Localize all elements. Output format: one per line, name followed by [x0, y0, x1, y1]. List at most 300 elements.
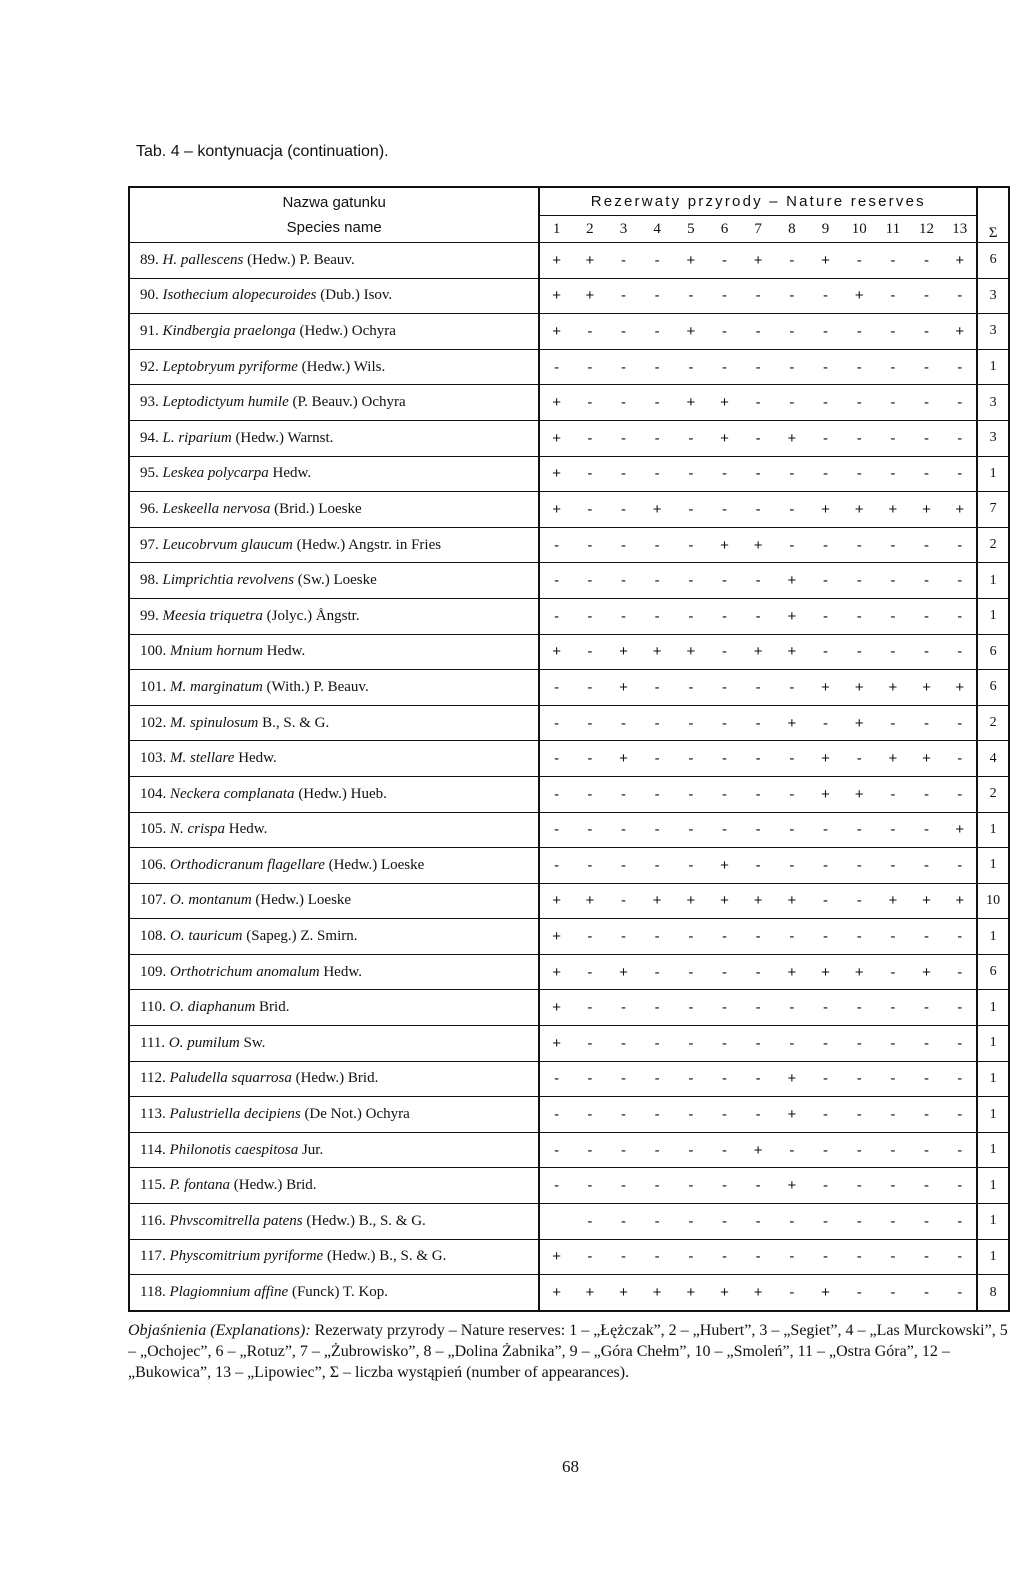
occurrence-cell: - — [573, 456, 607, 492]
species-number: 111. — [140, 1034, 166, 1051]
occurrence-cell: - — [775, 670, 809, 706]
occurrence-cell: - — [775, 1132, 809, 1168]
occurrence-cell: - — [539, 1132, 573, 1168]
species-latin-name: Kindbergia praelonga — [162, 322, 296, 339]
sum-cell: 3 — [977, 420, 1009, 456]
occurrence-cell: - — [775, 848, 809, 884]
species-latin-name: M. stellare — [170, 750, 235, 767]
table-row — [129, 420, 1009, 456]
species-latin-name: O. montanum — [170, 892, 252, 909]
occurrence-cell: - — [640, 1061, 674, 1097]
species-number: 118. — [140, 1284, 166, 1301]
occurrence-cell: + — [910, 492, 944, 528]
occurrence-cell: - — [708, 776, 742, 812]
occurrence-cell: - — [708, 1204, 742, 1240]
species-cell — [129, 705, 539, 741]
occurrence-cell: - — [708, 954, 742, 990]
occurrence-cell: - — [809, 456, 843, 492]
occurrence-cell: - — [573, 776, 607, 812]
occurrence-cell: - — [741, 670, 775, 706]
occurrence-cell: - — [809, 883, 843, 919]
species-latin-name: L. riparium — [162, 429, 232, 446]
occurrence-cell: + — [741, 1132, 775, 1168]
occurrence-cell: - — [842, 1275, 876, 1311]
species-cell — [129, 278, 539, 314]
sum-cell: 2 — [977, 705, 1009, 741]
occurrence-cell: - — [842, 1132, 876, 1168]
sum-cell: 1 — [977, 456, 1009, 492]
occurrence-cell: - — [876, 314, 910, 350]
species-cell — [129, 1132, 539, 1168]
occurrence-cell: - — [708, 1132, 742, 1168]
species-number: 92. — [140, 358, 159, 375]
occurrence-cell: - — [943, 598, 977, 634]
sum-cell: 3 — [977, 314, 1009, 350]
species-cell — [129, 420, 539, 456]
occurrence-cell: - — [573, 563, 607, 599]
occurrence-cell: - — [640, 1239, 674, 1275]
sum-cell: 1 — [977, 1061, 1009, 1097]
species-author: (Brid.) Loeske — [274, 500, 362, 517]
occurrence-cell: - — [539, 1097, 573, 1133]
occurrence-cell: - — [876, 278, 910, 314]
occurrence-cell: - — [640, 919, 674, 955]
occurrence-cell: - — [809, 1168, 843, 1204]
occurrence-cell: - — [573, 1239, 607, 1275]
sum-cell: 1 — [977, 1204, 1009, 1240]
occurrence-cell: + — [674, 385, 708, 421]
species-latin-name: O. tauricum — [170, 928, 243, 945]
occurrence-cell: - — [809, 527, 843, 563]
occurrence-cell: - — [539, 1061, 573, 1097]
species-number: 96. — [140, 500, 159, 517]
occurrence-cell: - — [943, 420, 977, 456]
occurrence-cell: + — [775, 883, 809, 919]
occurrence-cell: - — [607, 563, 641, 599]
table-row — [129, 1204, 1009, 1240]
occurrence-cell: - — [674, 1132, 708, 1168]
sum-cell: 3 — [977, 278, 1009, 314]
sum-cell: 1 — [977, 1097, 1009, 1133]
occurrence-cell: + — [842, 492, 876, 528]
occurrence-cell: + — [674, 1275, 708, 1311]
occurrence-cell: - — [607, 883, 641, 919]
occurrence-cell: - — [640, 563, 674, 599]
species-cell — [129, 243, 539, 279]
species-cell — [129, 314, 539, 350]
occurrence-cell: - — [741, 314, 775, 350]
occurrence-cell: - — [741, 990, 775, 1026]
occurrence-cell: - — [640, 420, 674, 456]
occurrence-cell: + — [809, 492, 843, 528]
species-cell — [129, 990, 539, 1026]
occurrence-cell: - — [876, 1204, 910, 1240]
species-latin-name: Leptobryum pyriforme — [162, 358, 298, 375]
occurrence-cell: - — [674, 598, 708, 634]
occurrence-cell: - — [842, 563, 876, 599]
species-number: 104. — [140, 785, 167, 802]
occurrence-cell: + — [708, 883, 742, 919]
occurrence-cell: - — [573, 492, 607, 528]
occurrence-cell: + — [876, 741, 910, 777]
species-cell — [129, 954, 539, 990]
occurrence-cell: + — [842, 278, 876, 314]
occurrence-cell: - — [876, 1097, 910, 1133]
occurrence-cell: - — [943, 456, 977, 492]
species-cell — [129, 527, 539, 563]
occurrence-cell: - — [910, 1168, 944, 1204]
table-row — [129, 1097, 1009, 1133]
occurrence-cell: - — [674, 456, 708, 492]
occurrence-cell: - — [607, 243, 641, 279]
table-row — [129, 598, 1009, 634]
sum-cell: 1 — [977, 1132, 1009, 1168]
occurrence-cell: + — [539, 492, 573, 528]
occurrence-cell: - — [910, 1061, 944, 1097]
species-cell — [129, 848, 539, 884]
occurrence-cell: + — [573, 1275, 607, 1311]
species-cell — [129, 349, 539, 385]
occurrence-cell: - — [607, 848, 641, 884]
species-cell — [129, 1061, 539, 1097]
table-row — [129, 1168, 1009, 1204]
species-author: Hedw. — [238, 750, 277, 767]
table-row — [129, 1239, 1009, 1275]
occurrence-cell: - — [876, 1132, 910, 1168]
occurrence-cell: + — [708, 848, 742, 884]
occurrence-cell: - — [876, 1061, 910, 1097]
occurrence-cell: - — [573, 314, 607, 350]
occurrence-cell: + — [539, 1275, 573, 1311]
occurrence-cell: + — [809, 776, 843, 812]
species-author: (De Not.) Ochyra — [304, 1106, 410, 1123]
occurrence-cell: - — [842, 314, 876, 350]
occurrence-cell: - — [910, 812, 944, 848]
occurrence-cell: - — [741, 1026, 775, 1062]
species-latin-name: Orthotrichum anomalum — [170, 963, 320, 980]
occurrence-cell: - — [573, 385, 607, 421]
occurrence-cell: + — [775, 1168, 809, 1204]
occurrence-cell: + — [910, 883, 944, 919]
occurrence-cell: - — [674, 1204, 708, 1240]
occurrence-cell: + — [809, 954, 843, 990]
occurrence-cell: - — [607, 1026, 641, 1062]
species-cell — [129, 634, 539, 670]
table-row — [129, 1132, 1009, 1168]
species-number: 101. — [140, 678, 167, 695]
occurrence-cell: - — [775, 1239, 809, 1275]
table-caption: Tab. 4 – kontynuacja (continuation). — [136, 143, 389, 160]
sum-cell: 3 — [977, 385, 1009, 421]
table-row — [129, 883, 1009, 919]
species-cell — [129, 1168, 539, 1204]
occurrence-cell: - — [876, 1168, 910, 1204]
occurrence-cell: - — [775, 741, 809, 777]
occurrence-cell: - — [842, 420, 876, 456]
occurrence-cell: - — [640, 670, 674, 706]
occurrence-cell: - — [910, 705, 944, 741]
occurrence-cell: - — [775, 812, 809, 848]
occurrence-cell: - — [539, 527, 573, 563]
occurrence-cell: - — [539, 670, 573, 706]
reserve-number-header: 8 — [775, 216, 809, 243]
occurrence-cell: - — [607, 314, 641, 350]
occurrence-cell: - — [539, 349, 573, 385]
occurrence-cell: - — [741, 492, 775, 528]
species-author: (Hedw.) P. Beauv. — [247, 251, 355, 268]
species-author: (Hedw.) Wils. — [301, 358, 386, 375]
species-latin-name: Phvscomitrella patens — [169, 1212, 303, 1229]
species-number: 93. — [140, 394, 159, 411]
sum-cell: 2 — [977, 527, 1009, 563]
occurrence-cell: + — [640, 492, 674, 528]
occurrence-cell: - — [876, 598, 910, 634]
occurrence-cell: + — [842, 776, 876, 812]
occurrence-cell: - — [809, 1026, 843, 1062]
occurrence-cell: - — [741, 1061, 775, 1097]
sum-cell: 6 — [977, 670, 1009, 706]
occurrence-cell: - — [943, 563, 977, 599]
occurrence-cell: - — [842, 990, 876, 1026]
occurrence-cell: - — [842, 919, 876, 955]
page-number: 68 — [562, 1457, 579, 1476]
species-number: 114. — [140, 1141, 166, 1158]
species-number: 106. — [140, 856, 167, 873]
reserve-number-header: 13 — [943, 216, 977, 243]
occurrence-cell: - — [943, 776, 977, 812]
occurrence-cell: + — [539, 456, 573, 492]
occurrence-cell: - — [775, 385, 809, 421]
table-row — [129, 314, 1009, 350]
occurrence-cell: + — [876, 492, 910, 528]
occurrence-cell: - — [674, 670, 708, 706]
reserves-header: Rezerwaty przyrody – Nature reserves — [539, 187, 977, 216]
reserve-number-header: 1 — [539, 216, 573, 243]
occurrence-cell: - — [539, 705, 573, 741]
occurrence-cell: + — [539, 919, 573, 955]
occurrence-cell: - — [842, 456, 876, 492]
occurrence-cell: - — [775, 990, 809, 1026]
occurrence-cell: + — [607, 741, 641, 777]
occurrence-cell: + — [573, 883, 607, 919]
occurrence-cell: - — [910, 1097, 944, 1133]
occurrence-cell: - — [607, 278, 641, 314]
occurrence-cell: - — [910, 1204, 944, 1240]
table-row — [129, 634, 1009, 670]
species-latin-name: M. spinulosum — [170, 714, 259, 731]
occurrence-cell: + — [674, 314, 708, 350]
occurrence-cell: - — [674, 741, 708, 777]
sum-cell: 1 — [977, 919, 1009, 955]
occurrence-cell: - — [842, 1239, 876, 1275]
occurrence-cell: - — [674, 278, 708, 314]
occurrence-cell: - — [775, 243, 809, 279]
species-latin-name: H. pallescens — [162, 251, 244, 268]
occurrence-cell: - — [842, 349, 876, 385]
occurrence-cell: - — [640, 527, 674, 563]
occurrence-cell: - — [910, 456, 944, 492]
occurrence-cell: + — [741, 634, 775, 670]
occurrence-cell: + — [910, 954, 944, 990]
occurrence-cell: + — [539, 1239, 573, 1275]
table-row — [129, 741, 1009, 777]
occurrence-cell: - — [943, 741, 977, 777]
species-latin-name: Isothecium alopecuroides — [162, 287, 317, 304]
table-row — [129, 492, 1009, 528]
occurrence-cell: + — [775, 954, 809, 990]
occurrence-cell: + — [539, 278, 573, 314]
occurrence-cell: - — [573, 598, 607, 634]
occurrence-cell: - — [910, 634, 944, 670]
table-row — [129, 776, 1009, 812]
occurrence-cell: - — [910, 1026, 944, 1062]
occurrence-cell: - — [943, 385, 977, 421]
table-row — [129, 954, 1009, 990]
occurrence-cell: - — [775, 492, 809, 528]
occurrence-cell: + — [607, 954, 641, 990]
occurrence-cell: - — [910, 1275, 944, 1311]
occurrence-cell: - — [842, 848, 876, 884]
species-cell — [129, 456, 539, 492]
occurrence-cell: - — [943, 1026, 977, 1062]
occurrence-cell: + — [741, 527, 775, 563]
species-latin-name: O. diaphanum — [169, 999, 256, 1016]
occurrence-cell: + — [539, 1026, 573, 1062]
occurrence-cell: + — [708, 1275, 742, 1311]
species-cell — [129, 1026, 539, 1062]
sum-cell: 1 — [977, 848, 1009, 884]
occurrence-cell: - — [708, 278, 742, 314]
species-number: 105. — [140, 821, 167, 838]
sum-cell: 1 — [977, 349, 1009, 385]
species-author: (Hedw.) Warnst. — [235, 429, 334, 446]
occurrence-cell: - — [573, 954, 607, 990]
occurrence-cell: + — [708, 527, 742, 563]
occurrence-cell: - — [640, 278, 674, 314]
table-row — [129, 1026, 1009, 1062]
species-number: 97. — [140, 536, 159, 553]
occurrence-cell: - — [876, 634, 910, 670]
occurrence-cell: - — [741, 456, 775, 492]
species-author: Brid. — [259, 999, 290, 1016]
occurrence-cell: - — [876, 385, 910, 421]
occurrence-cell: - — [640, 1026, 674, 1062]
species-name-header — [129, 187, 539, 243]
species-cell — [129, 883, 539, 919]
occurrence-cell: + — [943, 812, 977, 848]
occurrence-cell: + — [674, 883, 708, 919]
occurrence-cell: - — [775, 278, 809, 314]
species-latin-name: O. pumilum — [168, 1034, 240, 1051]
occurrence-cell: - — [607, 990, 641, 1026]
occurrence-cell: - — [607, 1132, 641, 1168]
occurrence-cell: - — [775, 1275, 809, 1311]
occurrence-cell: - — [640, 349, 674, 385]
sum-cell: 1 — [977, 563, 1009, 599]
occurrence-cell: - — [876, 420, 910, 456]
occurrence-cell: - — [607, 919, 641, 955]
occurrence-cell: - — [539, 563, 573, 599]
occurrence-cell: - — [607, 705, 641, 741]
occurrence-cell: - — [573, 1097, 607, 1133]
explanations-label: Objaśnienia (Explanations): — [128, 1322, 311, 1339]
table-row — [129, 705, 1009, 741]
occurrence-cell: - — [910, 598, 944, 634]
occurrence-cell: - — [607, 1168, 641, 1204]
occurrence-cell: + — [943, 670, 977, 706]
species-latin-name: Mnium hornum — [170, 643, 263, 660]
species-author: (Funck) T. Kop. — [291, 1284, 389, 1301]
occurrence-cell: + — [943, 883, 977, 919]
species-number: 89. — [140, 251, 159, 268]
occurrence-cell: - — [741, 812, 775, 848]
occurrence-cell: - — [708, 812, 742, 848]
occurrence-cell: - — [640, 243, 674, 279]
occurrence-cell: + — [741, 883, 775, 919]
table-row — [129, 812, 1009, 848]
occurrence-cell: - — [910, 1239, 944, 1275]
species-author: B., S. & G. — [262, 714, 330, 731]
occurrence-cell: - — [775, 349, 809, 385]
occurrence-cell: + — [708, 385, 742, 421]
occurrence-cell: - — [741, 954, 775, 990]
species-author: (Sapeg.) Z. Smirn. — [246, 928, 358, 945]
occurrence-cell: - — [708, 563, 742, 599]
species-latin-name: Meesia triquetra — [162, 607, 263, 624]
reserve-number-header: 9 — [809, 216, 843, 243]
occurrence-cell: - — [674, 563, 708, 599]
occurrence-cell: - — [573, 919, 607, 955]
reserve-number-header: 3 — [607, 216, 641, 243]
species-author: (Hedw.) Brid. — [295, 1070, 379, 1087]
occurrence-cell: - — [876, 563, 910, 599]
occurrence-cell: - — [943, 1061, 977, 1097]
occurrence-cell: - — [741, 776, 775, 812]
occurrence-cell: - — [876, 456, 910, 492]
species-number: 116. — [140, 1212, 166, 1229]
occurrence-cell: - — [640, 598, 674, 634]
occurrence-cell: - — [943, 278, 977, 314]
occurrence-cell: + — [539, 314, 573, 350]
occurrence-cell: + — [708, 420, 742, 456]
species-cell — [129, 1204, 539, 1240]
occurrence-cell — [539, 1204, 573, 1240]
occurrence-cell: + — [674, 634, 708, 670]
occurrence-cell: + — [809, 243, 843, 279]
occurrence-cell: + — [910, 741, 944, 777]
sum-header: Σ — [977, 187, 1009, 243]
occurrence-cell: - — [910, 1132, 944, 1168]
species-author: (With.) P. Beauv. — [266, 678, 369, 695]
occurrence-cell: - — [573, 1168, 607, 1204]
species-cell — [129, 598, 539, 634]
occurrence-cell: - — [876, 349, 910, 385]
species-latin-name: Leskeella nervosa — [162, 500, 271, 517]
occurrence-cell: - — [876, 1026, 910, 1062]
species-cell — [129, 385, 539, 421]
occurrence-cell: - — [876, 1275, 910, 1311]
table-row — [129, 349, 1009, 385]
occurrence-cell: - — [674, 919, 708, 955]
occurrence-cell: - — [741, 278, 775, 314]
occurrence-cell: - — [910, 990, 944, 1026]
occurrence-cell: - — [943, 848, 977, 884]
occurrence-cell: + — [607, 1275, 641, 1311]
occurrence-cell: - — [708, 1061, 742, 1097]
occurrence-cell: + — [607, 634, 641, 670]
occurrence-cell: - — [775, 456, 809, 492]
occurrence-cell: + — [775, 1061, 809, 1097]
